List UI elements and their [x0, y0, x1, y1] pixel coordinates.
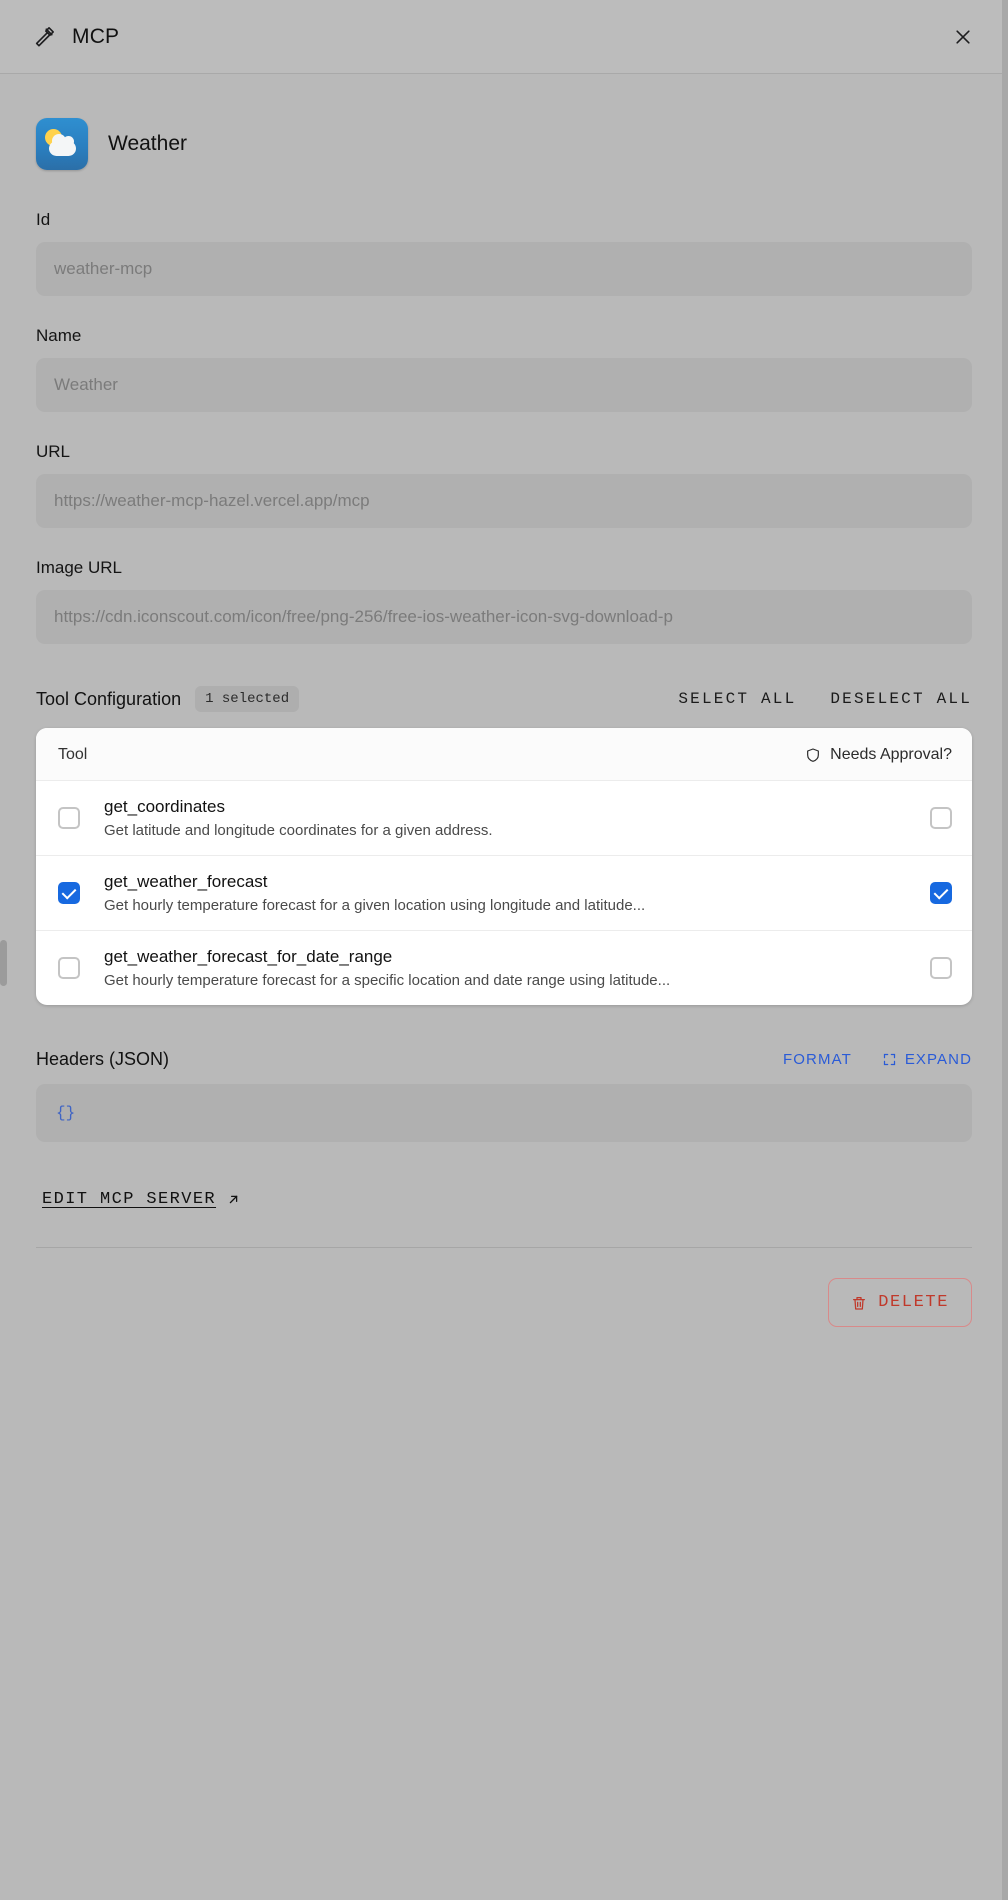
headers-json-value: {} [56, 1104, 76, 1122]
tool-approval-checkbox[interactable] [930, 882, 952, 904]
table-row[interactable] [36, 931, 972, 1005]
tool-name: get_weather_forecast [104, 872, 268, 891]
titlebar-left [30, 23, 119, 51]
edit-mcp-server-label: EDIT MCP SERVER [42, 1190, 217, 1209]
field-id [36, 210, 972, 296]
tool-info [104, 797, 912, 839]
weather-icon [36, 118, 88, 170]
tool-list-header [36, 728, 972, 781]
external-link-icon [226, 1192, 241, 1207]
tool-name: get_coordinates [104, 797, 225, 816]
field-name [36, 326, 972, 412]
table-row[interactable] [36, 856, 972, 931]
column-header-approval-label: Needs Approval? [830, 746, 952, 763]
select-all-button[interactable]: SELECT ALL [678, 690, 797, 708]
trash-icon [851, 1295, 867, 1311]
edit-mcp-server-link[interactable] [42, 1190, 241, 1209]
field-label-name: Name [36, 326, 82, 345]
format-button[interactable]: FORMAT [783, 1051, 852, 1068]
tool-description: Get latitude and longitude coordinates for a given address. [104, 822, 493, 839]
scrollbar-thumb[interactable] [0, 940, 7, 986]
field-url [36, 442, 972, 528]
name-input[interactable] [36, 358, 972, 412]
expand-label: EXPAND [904, 1051, 972, 1068]
expand-button[interactable] [882, 1051, 972, 1068]
panel-titlebar [0, 0, 1008, 74]
field-label-image-url: Image URL [36, 558, 122, 577]
panel-body [0, 74, 1008, 1327]
url-input[interactable] [36, 474, 972, 528]
selected-count-badge: 1 selected [195, 686, 299, 712]
headers-json-editor[interactable] [36, 1084, 972, 1142]
tool-list-card [36, 728, 972, 1005]
headers-actions [783, 1051, 972, 1068]
headers-title: Headers (JSON) [36, 1049, 170, 1069]
tool-select-checkbox[interactable] [58, 807, 80, 829]
tool-configuration-title: Tool Configuration [36, 688, 182, 709]
panel-right-edge [1002, 0, 1008, 1900]
delete-button[interactable] [828, 1278, 972, 1327]
tool-configuration-actions [678, 690, 972, 708]
tool-select-checkbox[interactable] [58, 882, 80, 904]
tool-name: get_weather_forecast_for_date_range [104, 947, 393, 966]
field-label-id: Id [36, 210, 51, 229]
delete-label: DELETE [878, 1293, 949, 1312]
close-icon[interactable] [946, 20, 980, 54]
tool-approval-checkbox[interactable] [930, 807, 952, 829]
tool-approval-checkbox[interactable] [930, 957, 952, 979]
field-label-url: URL [36, 442, 71, 461]
column-header-tool: Tool [58, 746, 88, 763]
shield-icon [805, 747, 821, 763]
image-url-input[interactable] [36, 590, 972, 644]
panel-footer [36, 1248, 972, 1327]
tool-configuration-header [36, 686, 972, 712]
id-input[interactable] [36, 242, 972, 296]
tool-info [104, 872, 912, 914]
tool-info [104, 947, 912, 989]
tool-select-checkbox[interactable] [58, 957, 80, 979]
tool-description: Get hourly temperature forecast for a specific location and date range using latitude... [104, 972, 671, 989]
hammer-icon [30, 23, 58, 51]
expand-icon [882, 1052, 897, 1067]
server-name: Weather [108, 132, 187, 155]
server-header [36, 118, 972, 170]
headers-section-header [36, 1049, 972, 1070]
deselect-all-button[interactable]: DESELECT ALL [830, 690, 972, 708]
table-row[interactable] [36, 781, 972, 856]
field-image-url [36, 558, 972, 644]
panel-title: MCP [72, 24, 120, 48]
column-header-approval [805, 746, 952, 764]
tool-description: Get hourly temperature forecast for a given location using longitude and latitude... [104, 897, 646, 914]
